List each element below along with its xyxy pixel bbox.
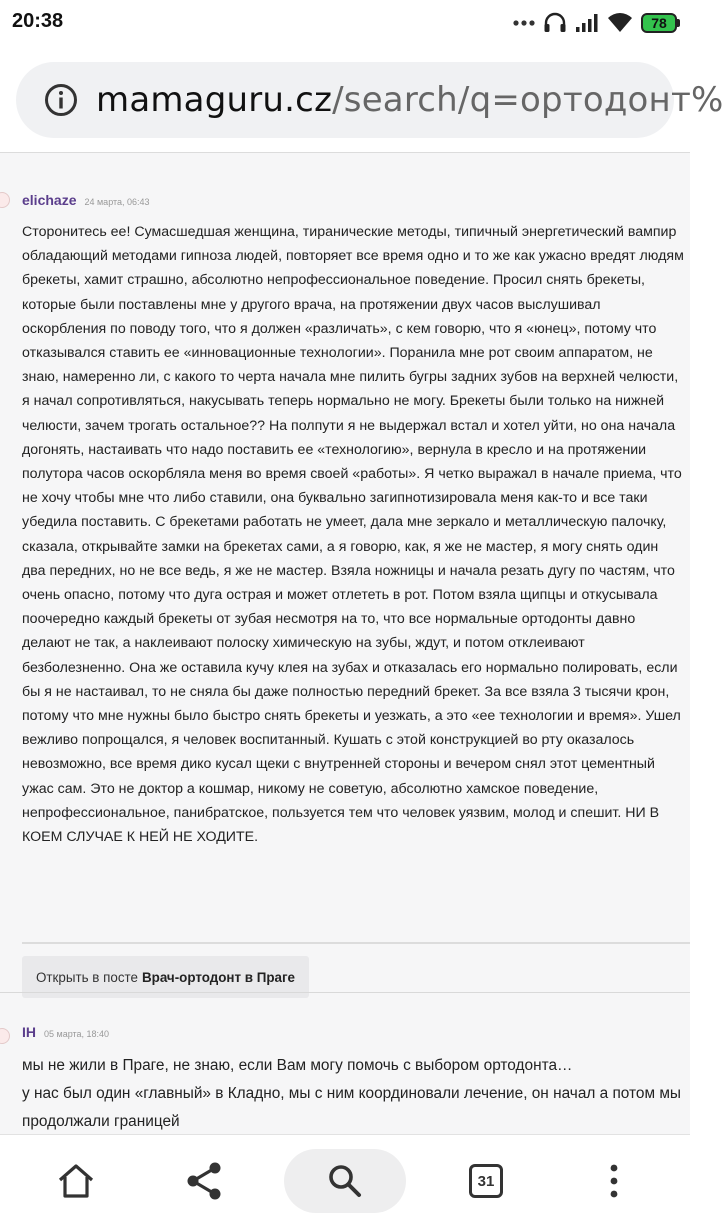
post-text: Сторонитесь ее! Сумасшедшая женщина, тиранические методы, типичный энергетический вампир обладающий методами гипноза людей, повторяет все время одно и то же как ужасно вредят людям брекеты, хамит страшно, абсолютно непрофессиональное поведение. Просил снять брекеты, которые были поставлены мне у другого врача, на протяжении двух часов выслушивал оскорбления по поводу того, что я должен «различать», с кем говорю, что я «юнец», потому что отказывался ставить ее «инновационные технологии». Поранила мне рот своим аппаратом, не знаю, намеренно ли, с какого то черта начала мне пилить бугры задних зубов на верхней челюсти, я начал сопротивляться, накусывать теперь нормально не могу. Брекеты были только на нижней челюсти, зачем трогать остальное?? На полпути я не выдержал встал и хотел уйти, но она начала догонять, настаивать что надо поставить ее «технологию», вернула в кресло и на протяжении полутора часов оскорбляла меня во время своей «работы». Я четко выражал в начале приема, что не хочу чтобы мне что либо ставили, она буквально загипнотизировала меня как-то и все таки убедила поставить. С брекетами работать не умеет, дала мне зеркало и металлическую палочку, сказала, открывайте замки на брекетах сами, а я говорю, как, я же не мастер, я могу снять один два передних, но не все ведь, я же не мастер. Взяла ножницы и начала резать дугу по частям, что очень опасно, потому что дуга острая и может отлететь в рот. Потом взяла щипцы и откусывала поочередно каждый брекеты от зубая несмотря на то, что все нормальные ортодонты давно делают не так, а наклеивают полоску химическую на зубы, ждут, и потом отклеивают безболезненно. Она же оставила кучу клея на зубах и отказалась его нормально полировать, если бы я не настаивал, то не сняла бы даже полностью передний брекет. За все взяла 3 тысячи крон, потому что мне нужны было быстро снять брекеты и уезжать, а это «ее технологии и время». Ушел вежливо попрощался, я человек воспитанный. Кушать с этой конструкцией во рту оказалось невозможно, все время дико кусал щеки с внутренней стороны и вечером снял этот цементный ужас сам. Это не доктор а кошмар, никому не советую, абсолютно хамское поведение, непрофессиональное, панибратское, пользуется тем что человек уязвим, молод и спешит. НИ В КОЕМ СЛУЧАЕ К НЕЙ НЕ ХОДИТЕ.	[22, 224, 684, 846]
share-icon	[185, 1161, 223, 1201]
search-pill[interactable]	[284, 1149, 406, 1213]
status-bar	[0, 0, 690, 46]
post-header	[22, 192, 150, 208]
dots-icon	[513, 19, 535, 27]
more-menu-button[interactable]	[574, 1135, 654, 1227]
wifi-icon	[607, 13, 633, 33]
tabs-button[interactable]	[446, 1135, 526, 1227]
status-icons	[513, 12, 680, 34]
status-time: 20:38	[12, 10, 64, 32]
post-text-line: мы не жили в Праге, не знаю, если Вам могу помочь с выбором ортодонта…	[22, 1057, 573, 1074]
home-icon	[57, 1163, 95, 1199]
more-vert-icon	[609, 1164, 619, 1198]
home-button[interactable]	[36, 1135, 116, 1227]
avatar[interactable]	[0, 192, 10, 208]
post-text-line: у нас был один «главный» в Кладно, мы с ним координовали лечение, он начал а потом мы продолжали границей	[22, 1085, 681, 1130]
post-date: 05 марта, 18:40	[44, 1029, 110, 1039]
share-button[interactable]	[164, 1135, 244, 1227]
post-divider	[22, 942, 690, 944]
headphones-icon	[543, 12, 567, 34]
search-icon	[327, 1163, 363, 1199]
post-date: 24 марта, 06:43	[84, 197, 150, 207]
page-content[interactable]	[0, 152, 690, 1134]
info-icon[interactable]	[44, 83, 78, 117]
url-host: mamaguru.cz	[96, 80, 333, 120]
open-in-post-label: Открыть в посте	[36, 969, 138, 985]
address-bar[interactable]	[16, 62, 724, 138]
battery-level: 78	[641, 13, 677, 33]
author-name[interactable]: IH	[22, 1024, 36, 1040]
tabs-icon	[469, 1164, 503, 1198]
author-name[interactable]: elichaze	[22, 192, 77, 208]
bottom-toolbar	[0, 1134, 690, 1226]
signal-icon	[575, 13, 599, 33]
tabs-count: 31	[477, 1172, 495, 1190]
url-path: /search/q=ортодонт%	[332, 80, 724, 120]
battery-tip	[677, 19, 680, 27]
url-text[interactable]	[96, 80, 724, 120]
section-divider	[0, 992, 690, 993]
open-in-post-topic: Врач-ортодонт в Праге	[141, 969, 296, 985]
avatar[interactable]	[0, 1028, 10, 1044]
page-top-divider	[0, 152, 690, 153]
post-text	[22, 1052, 684, 1136]
battery-icon	[641, 13, 680, 33]
post-header	[22, 1024, 109, 1040]
search-button[interactable]	[284, 1135, 406, 1227]
